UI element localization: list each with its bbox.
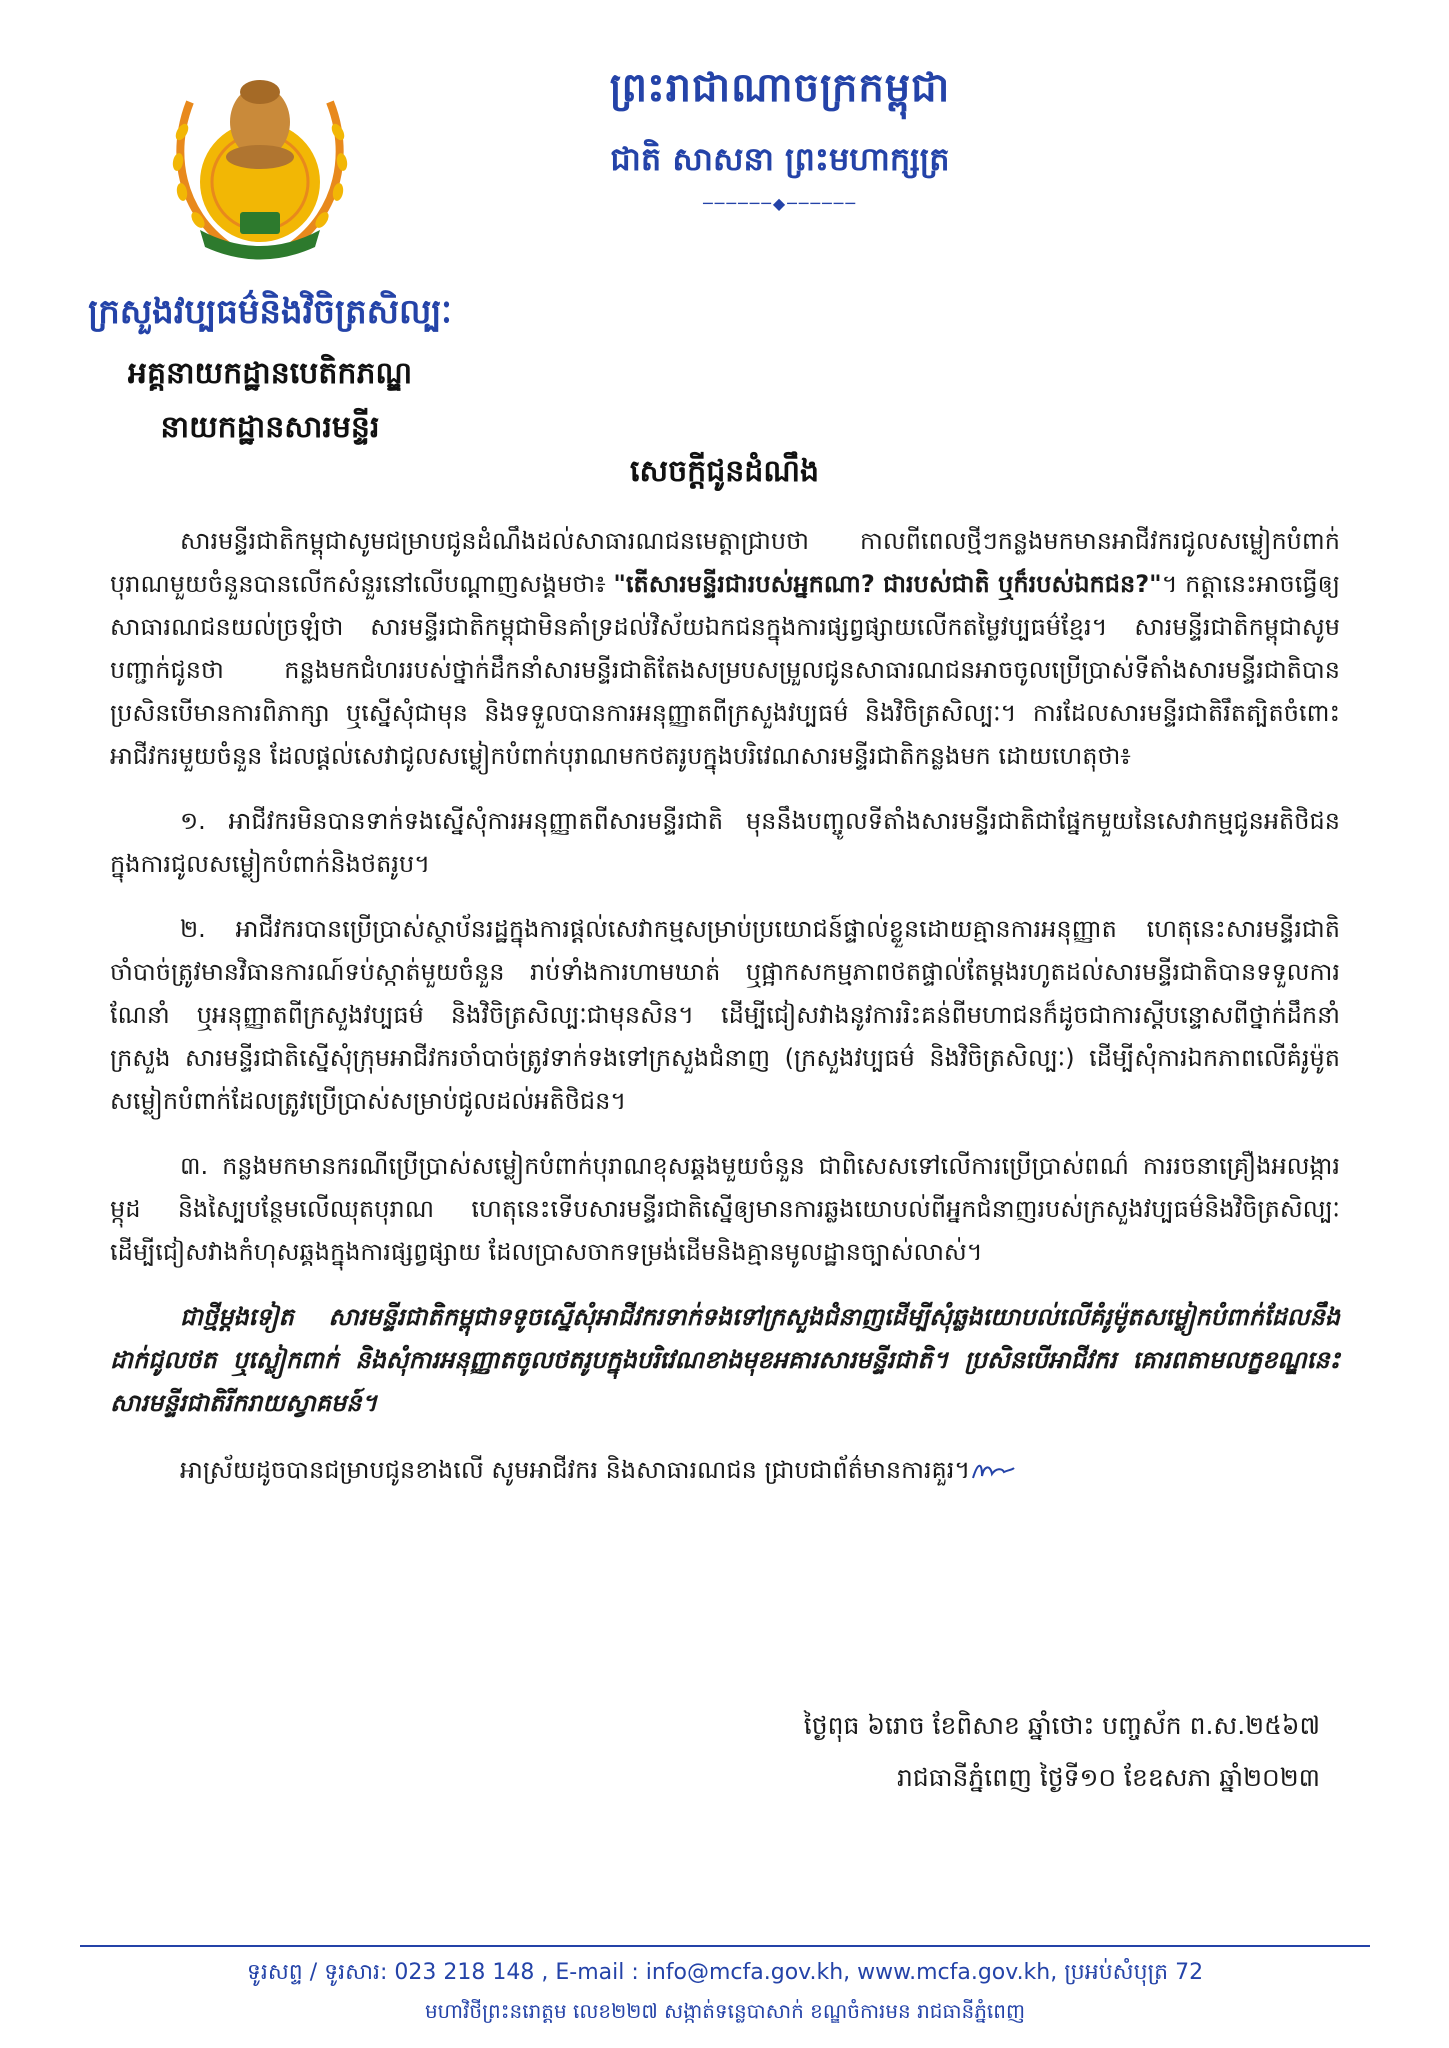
intro-text-start: សារមន្ទីរជាតិកម្ពុជាសូមជម្រាបជូនដំណឹងដល់សាធារណជនមេត្តាជ្រាបថា កាលពីពេលថ្មីៗកន្លងមកមានអាជីវករជូលសម្លៀកបំពាក់បុរាណមួយចំនួនបានលើកសំនួរនៅលើបណ្តាញសង្គមថា៖ [110,527,1340,598]
motto-divider-ornament: ──────◆────── [703,194,857,213]
national-motto: ជាតិ សាសនា ព្រះមហាក្សត្រ [610,140,950,178]
general-department-name: អគ្គនាយកដ្ឋានបេតិកភណ្ឌ [127,356,413,391]
ministry-name: ក្រសួងវប្បធម៌និងវិចិត្រសិល្បៈ [88,292,452,332]
closing-text: អាស្រ័យដូចបានជម្រាបជូនខាងលើ សូមអាជីវករ និងសាធារណជន ជ្រាបជាព័ត៌មានការគួរ។ [180,1456,971,1484]
point-3-paragraph: ៣. កន្លងមកមានករណីប្រើប្រាស់សម្លៀកបំពាក់បុរាណខុសឆ្គងមួយចំនួន ជាពិសេសទៅលើការប្រើប្រាស់ពណ៌ ការរចនាគ្រឿងអលង្ការ ម្កុដ និងស្បៃបន្ថែមលើឈុតបុរាណ ហេតុនេះទើបសារមន្ទីរជាតិស្នើឲ្យមានការឆ្លងយោបល់ពីអ្នកជំនាញរបស់ក្រសួងវប្បធម៌និងវិចិត្រសិល្បៈ ដើម្បីជៀសវាងកំហុសឆ្គងក្នុងការផ្សព្វផ្សាយ ដែលប្រាសចាកទម្រង់ដើមនិងគ្មានមូលដ្ឋានច្បាស់លាស់។ [110,1152,1340,1266]
issuer-block [70,290,470,452]
kingdom-heading [510,62,1050,213]
initial-signature-icon [970,1458,1016,1484]
department-name: នាយកដ្ឋានសារមន្ទីរ [160,410,380,445]
date-block [700,1700,1320,1804]
intro-paragraph [110,520,1340,778]
notice-body [110,520,1340,1492]
lunar-date: ថ្ងៃពុធ ៦រោច ខែពិសាខ ឆ្នាំថោះ បញ្ចស័ក ព.ស.២៥៦៧ [803,1711,1320,1740]
ministry-emblem-icon [160,62,360,272]
solar-date: រាជធានីភ្នំពេញ ថ្ងៃទី១០ ខែឧសភា ឆ្នាំ២០២៣ [896,1763,1320,1792]
kingdom-title: ព្រះរាជាណាចក្រកម្ពុជា [609,65,951,111]
footer-contact-line: ទូរសព្ទ / ទូរសារ: 023 218 148 , E-mail : info@mcfa.gov.kh, www.mcfa.gov.kh, ប្រអប់សំបុត្រ 72 [246,1960,1204,1985]
footer-divider [80,1945,1370,1947]
notice-title: សេចក្តីជូនដំណឹង [630,454,819,489]
point-1-paragraph: ១. អាជីវករមិនបានទាក់ទងស្នើសុំការអនុញ្ញាតពីសារមន្ទីរជាតិ មុននឹងបញ្ចូលទីតាំងសារមន្ទីរជាតិជាផ្នែកមួយនៃសេវាកម្មជូនអតិថិជនក្នុងការជូលសម្លៀកបំពាក់និងថតរូប។ [110,807,1340,878]
reminder-paragraph: ជាថ្មីម្តងទៀត សារមន្ទីរជាតិកម្ពុជាទទូចស្នើសុំអាជីវករទាក់ទងទៅក្រសួងជំនាញដើម្បីសុំឆ្លងយោបល់លើគំរូម៉ូតសម្លៀកបំពាក់ដែលនឹងដាក់ជូលថត ឬស្លៀកពាក់ និងសុំការអនុញ្ញាតចូលថតរូបក្នុងបរិវេណខាងមុខអគារសារមន្ទីរជាតិ។ ប្រសិនបើអាជីវករ គោរពតាមលក្ខខណ្ឌនេះ សារមន្ទីរជាតិរីករាយស្វាគមន៍។ [110,1303,1340,1417]
footer-address-line: មហាវិថីព្រះនរោត្តម លេខ២២៧ សង្កាត់ទន្លេបាសាក់ ខណ្ឌចំការមន រាជធានីភ្នំពេញ [424,1999,1026,2023]
intro-text-end: ។ កត្តានេះអាចធ្វើឲ្យសាធារណជនយល់ច្រឡំថា សារមន្ទីរជាតិកម្ពុជាមិនគាំទ្រដល់វិស័យឯកជនក្នុងការផ្សព្វផ្សាយលើកតម្លៃវប្បធម៌ខ្មែរ។ សារមន្ទីរជាតិកម្ពុជាសូមបញ្ជាក់ជូនថា កន្លងមកជំហររបស់ថ្នាក់ដឹកនាំសារមន្ទីរជាតិតែងសម្របសម្រួលជូនសាធារណជនអាចចូលប្រើប្រាស់ទីតាំងសារមន្ទីរជាតិបាន ប្រសិនបើមានការពិភាក្សា ឬស្នើសុំជាមុន និងទទួលបានការអនុញ្ញាតពីក្រសួងវប្បធម៌ និងវិចិត្រសិល្បៈ។ ការដែលសារមន្ទីរជាតិរឹតត្បិតចំពោះអាជីវករមួយចំនួន ដែលផ្តល់សេវាជូលសម្លៀកបំពាក់បុរាណមកថតរូបក្នុងបរិវេណសារមន្ទីរជាតិកន្លងមក ដោយហេតុថា៖ [110,570,1340,770]
footer [80,1954,1370,2030]
closing-paragraph [110,1449,1340,1492]
point-2-paragraph: ២. អាជីវករបានប្រើប្រាស់ស្ថាប័នរដ្ឋក្នុងការផ្តល់សេវាកម្មសម្រាប់ប្រយោជន៍ផ្ទាល់ខ្លួនដោយគ្មានការអនុញ្ញាត ហេតុនេះសារមន្ទីរជាតិចាំបាច់ត្រូវមានវិធានការណ៍ទប់ស្កាត់មួយចំនួន រាប់ទាំងការហាមឃាត់ ឬផ្អាកសកម្មភាពថតផ្ទាល់តែម្តងរហូតដល់សារមន្ទីរជាតិបានទទួលការណែនាំ ឬអនុញ្ញាតពីក្រសួងវប្បធម៌ និងវិចិត្រសិល្បៈជាមុនសិន។ ដើម្បីជៀសវាងនូវការរិះគន់ពីមហាជនក៏ដូចជាការស្តីបន្ទោសពីថ្នាក់ដឹកនាំក្រសួង សារមន្ទីរជាតិស្នើសុំក្រុមអាជីវករចាំបាច់ត្រូវទាក់ទងទៅក្រសួងជំនាញ (ក្រសួងវប្បធម៌ និងវិចិត្រសិល្បៈ) ដើម្បីសុំការឯកភាពលើគំរូម៉ូតសម្លៀកបំពាក់ដែលត្រូវប្រើប្រាស់សម្រាប់ជូលដល់អតិថិជន។ [110,915,1340,1115]
intro-quoted-question: "តើសារមន្ទីរជារបស់អ្នកណា? ជារបស់ជាតិ ឬក៏របស់ឯកជន?" [613,570,1162,598]
